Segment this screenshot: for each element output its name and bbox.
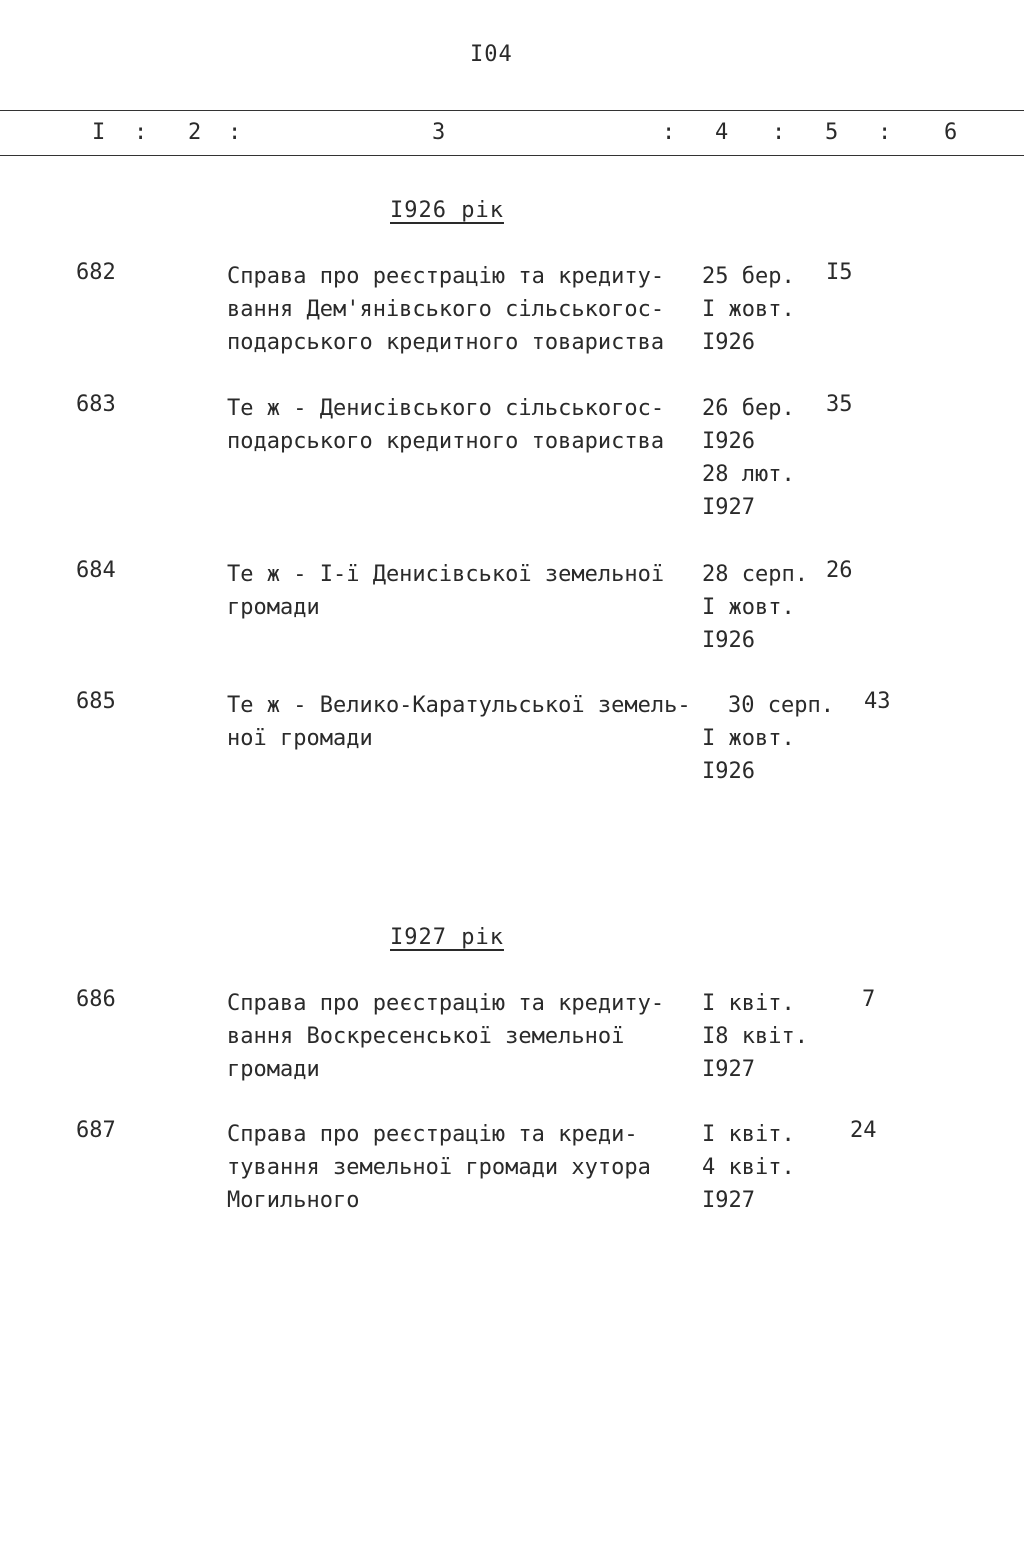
entry-number: 684 [76,558,116,583]
entry-title [227,260,697,359]
entry-sheets: 35 [826,392,853,417]
entry-title-line: подарського кредитного товариства [227,429,665,454]
entry-date-line: I926 [702,628,755,653]
entry-sheets: 24 [850,1118,877,1143]
entry-number: 685 [76,689,116,714]
entry-date-line: I жовт. [702,595,795,620]
column-header-1: I [92,120,106,145]
entry-number: 682 [76,260,116,285]
entry-title-line: Те ж - I-ї Денисівської земельної [227,562,665,587]
entry-date-line: I квіт. [702,1122,795,1147]
entry-dates [702,689,834,788]
column-header-3: 3 [432,120,446,145]
entry-title [227,689,697,755]
entry-date-line: I жовт. [702,726,795,751]
entry-title-line: Справа про реєстрацію та кредиту- [227,991,665,1016]
entry-date-line: 26 бер. [702,396,795,421]
entry-title-line: громади [227,595,320,620]
entry-title-line: громади [227,1057,320,1082]
entry-number: 687 [76,1118,116,1143]
column-separator: : [878,120,892,145]
year-heading: I927 рік [390,925,504,950]
entry-title-line: вання Дем'янівського сільськогос- [227,297,665,322]
entry-date-line: I квіт. [702,991,795,1016]
entry-date-line: I926 [702,759,755,784]
entry-title [227,987,697,1086]
entry-title-line: тування земельної громади хутора [227,1155,651,1180]
entry-date-line: I927 [702,1057,755,1082]
entry-date-line: 25 бер. [702,264,795,289]
entry-date-line: 28 серп. [702,562,808,587]
page-number: I04 [470,42,513,67]
entry-number: 686 [76,987,116,1012]
entry-title-line: ної громади [227,726,373,751]
entry-sheets: 26 [826,558,853,583]
entry-date-line: 28 лют. [702,462,795,487]
year-heading: I926 рік [390,198,504,223]
entry-date-line: I927 [702,495,755,520]
entry-date-line: I жовт. [702,297,795,322]
column-separator: : [772,120,786,145]
entry-title-line: подарського кредитного товариства [227,330,665,355]
entry-dates [702,558,808,657]
column-header-5: 5 [825,120,839,145]
column-header-4: 4 [715,120,729,145]
entry-number: 683 [76,392,116,417]
entry-title-line: Могильного [227,1188,360,1213]
header-rule-top [0,110,1024,111]
entry-title-line: Справа про реєстрацію та кредиту- [227,264,665,289]
entry-date-line: I926 [702,429,755,454]
entry-dates [702,260,795,359]
entry-title-line: вання Воскресенської земельної [227,1024,625,1049]
column-header-6: 6 [944,120,958,145]
entry-title [227,1118,697,1217]
entry-sheets: I5 [826,260,853,285]
entry-dates [702,987,808,1086]
entry-title-line: Справа про реєстрацію та креди- [227,1122,638,1147]
column-separator: : [662,120,676,145]
entry-title [227,558,697,624]
entry-dates [702,1118,795,1217]
column-header-2: 2 [188,120,202,145]
column-separator: : [134,120,148,145]
entry-date-line: I8 квіт. [702,1024,808,1049]
entry-title-line: Те ж - Денисівського сільськогос- [227,396,665,421]
entry-date-line: 4 квіт. [702,1155,795,1180]
entry-title-line: Те ж - Велико-Каратульської земель- [227,693,691,718]
entry-sheets: 7 [862,987,876,1012]
entry-date-line: I926 [702,330,755,355]
header-rule-bottom [0,155,1024,156]
entry-date-line: 30 серп. [728,693,834,718]
entry-sheets: 43 [864,689,891,714]
entry-title [227,392,697,458]
entry-dates [702,392,795,524]
entry-date-line: I927 [702,1188,755,1213]
column-separator: : [228,120,242,145]
